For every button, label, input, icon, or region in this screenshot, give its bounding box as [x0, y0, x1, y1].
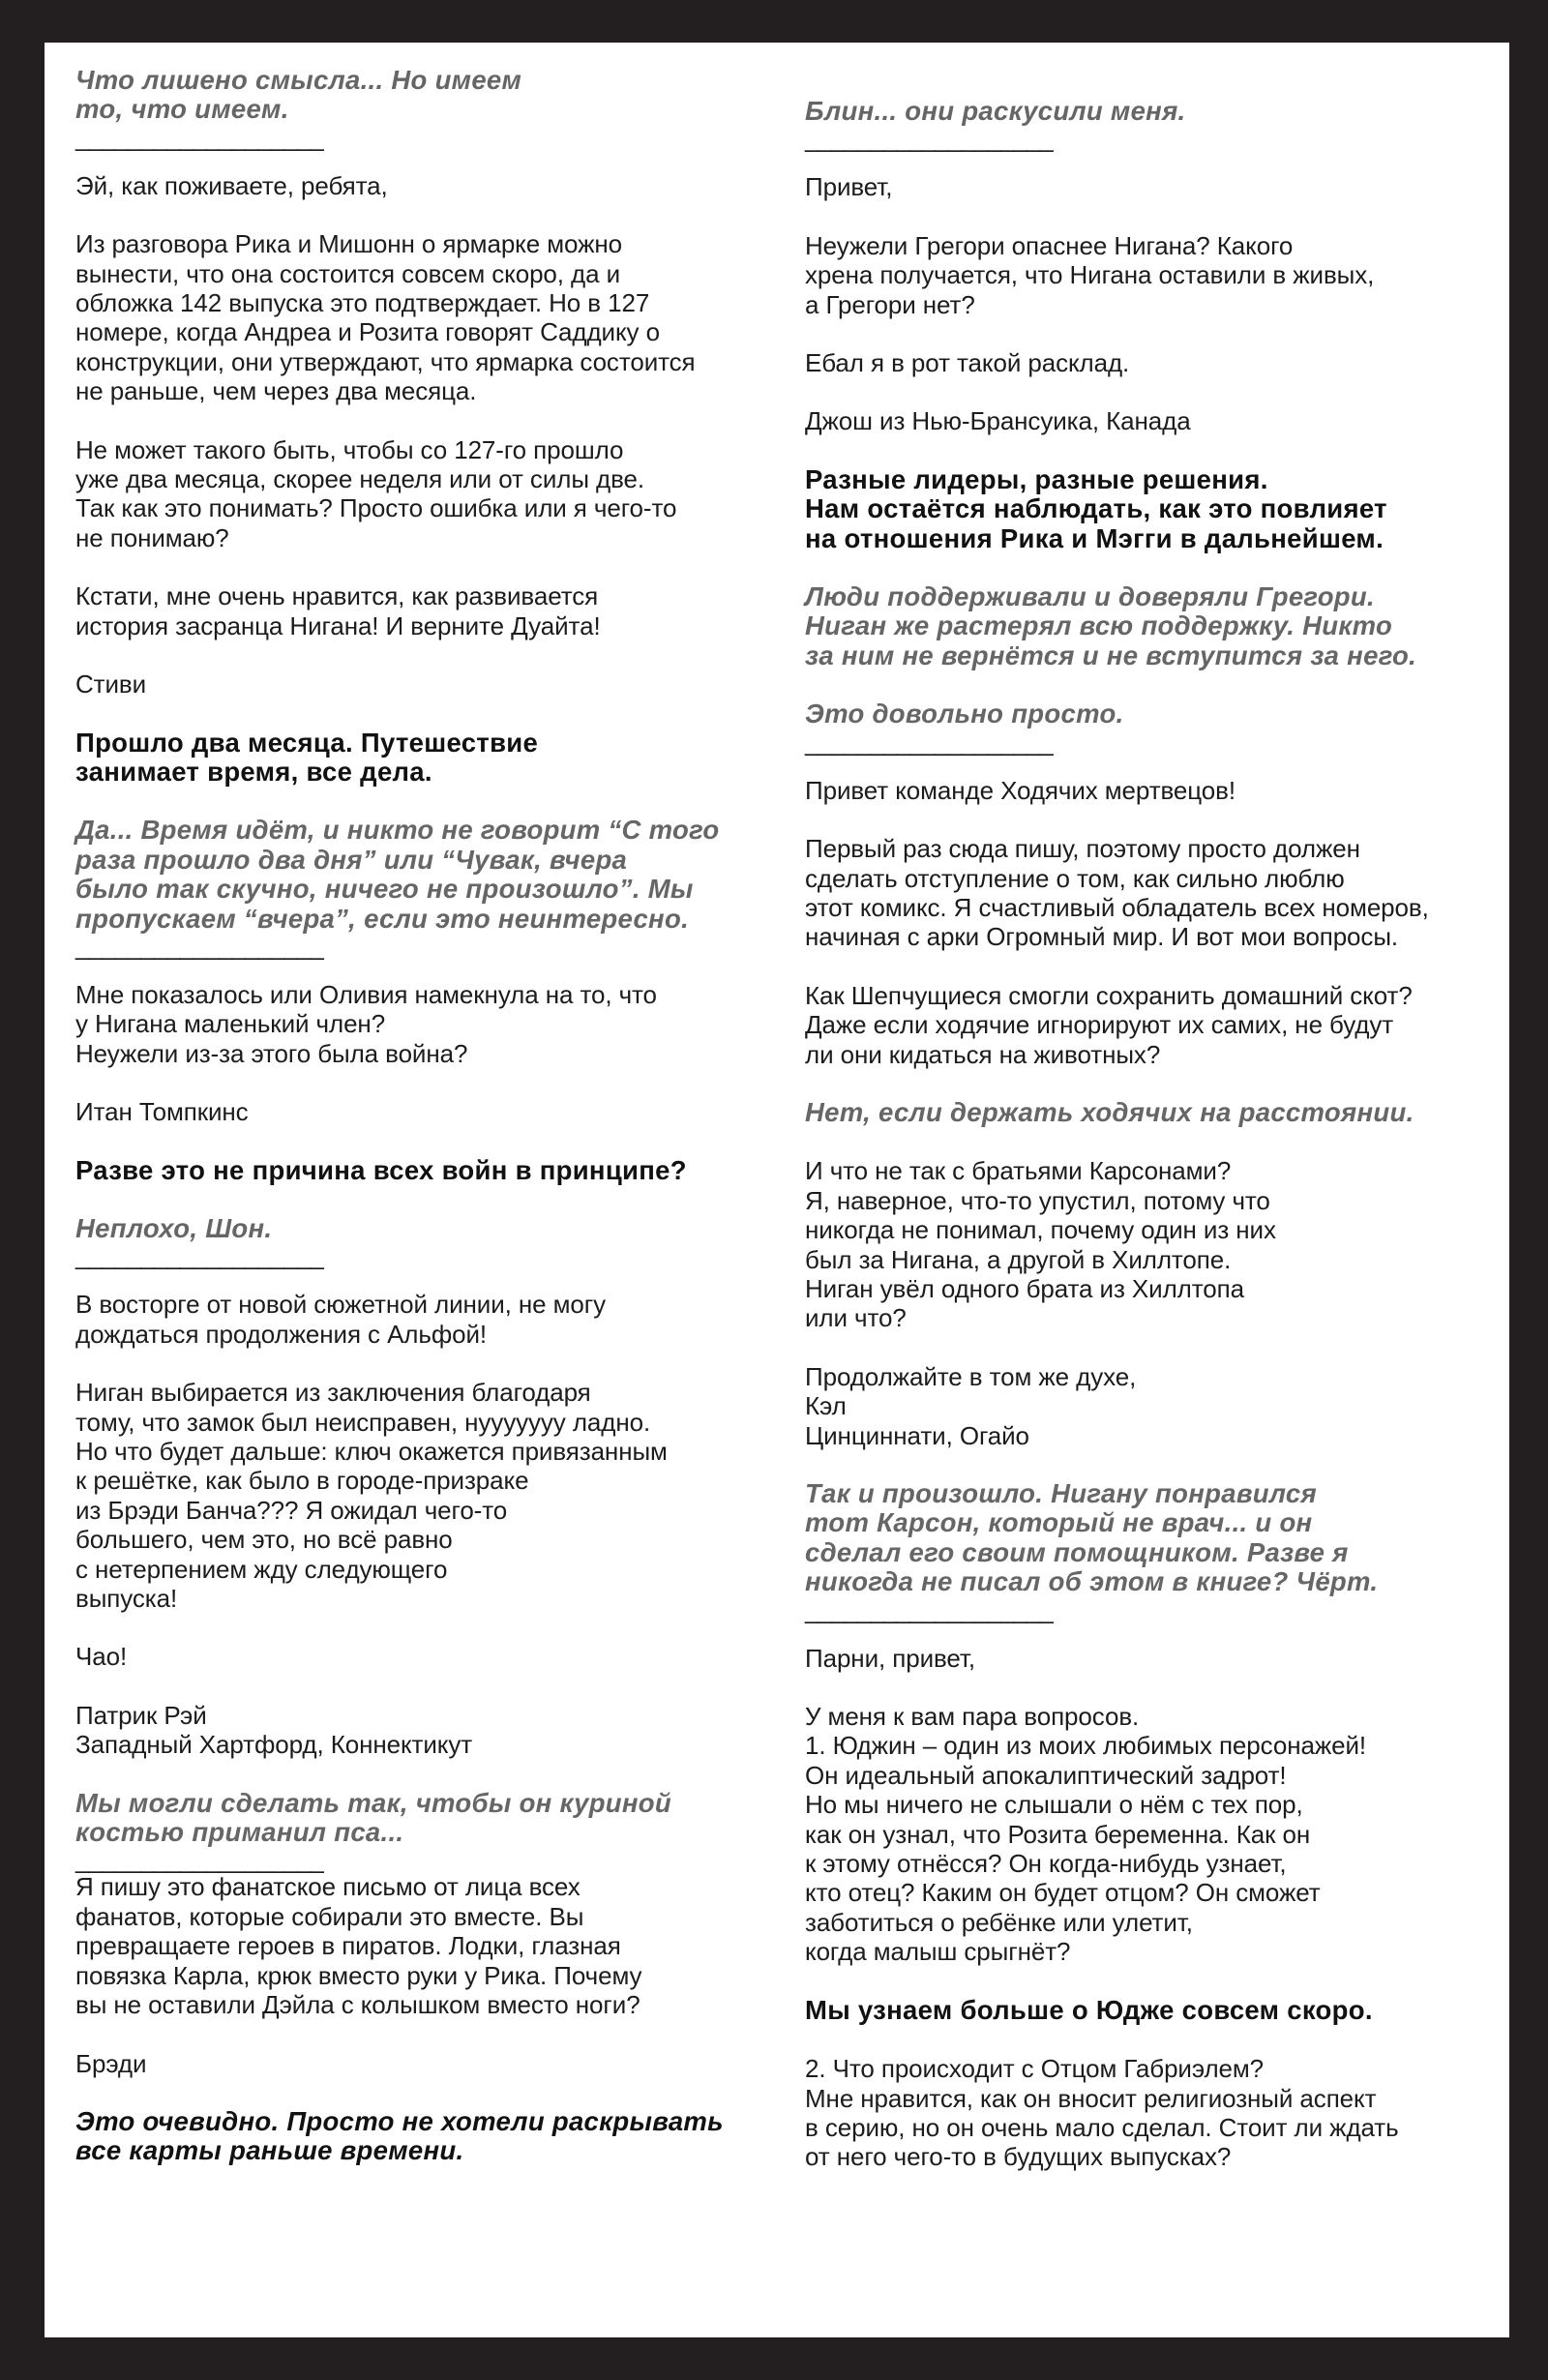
editor-reply: Да... Время идёт, и никто не говорит “С того раза прошло два дня” или “Чувак, вчера было так скучно, ничего не произошло”. Мы пропускаем “вчера”, если это неинтересно. [75, 815, 720, 934]
letter-separator: ___________________ [805, 1594, 1053, 1624]
letter-greeting: Парни, привет, [805, 1643, 975, 1673]
letter-paragraph: Ниган выбирается из заключения благодаря тому, что замок был неисправен, нууууууу ладно. Но что будет дальше: ключ окажется привязанным к решётке, как было в городе-призраке из Брэди Банча??? Я ожидал чего-то большего, чем это, но всё равно с нетерпением жду следующего выпуска! [75, 1378, 668, 1614]
letter-signature: Продолжайте в том же духе, Кэл Цинциннати, Огайо [805, 1361, 1137, 1450]
editor-reply: Блин... они раскусили меня. [805, 96, 1186, 126]
letter-paragraph: 2. Что происходит с Отцом Габриэлем? Мне нравится, как он вносит религиозный аспект в серию, но он очень мало сделал. Стоит ли ждать от него чего-то в будущих выпусках? [805, 2054, 1399, 2172]
letter-paragraph: Первый раз сюда пишу, поэтому просто должен сделать отступление о том, как сильно люблю этот комикс. Я счастливый обладатель всех номеров, начиная с арки Огромный мир. И вот мои вопросы. [805, 834, 1429, 952]
letter-paragraph: Как Шепчущиеся смогли сохранить домашний скот? Даже если ходячие игнорируют их самих, не будут ли они кидаться на животных? [805, 980, 1413, 1069]
letter-paragraph: В восторге от новой сюжетной линии, не могу дождаться продолжения с Альфой! [75, 1290, 607, 1349]
letter-greeting: Привет команде Ходячих мертвецов! [805, 775, 1235, 805]
editor-reply: Так и произошло. Нигану понравился тот Карсон, который не врач... и он сделал его своим помощником. Разве я никогда не писал об этом в книге? Чёрт. [805, 1478, 1379, 1597]
letter-separator: ___________________ [805, 727, 1053, 757]
editor-reply: Нет, если держать ходячих на расстоянии. [805, 1096, 1414, 1127]
letter-paragraph: Я пишу это фанатское письмо от лица всех фанатов, которые собирали это вместе. Вы превращаете героев в пиратов. Лодки, глазная повязка Карла, крюк вместо руки у Рика. Почему вы не оставили Дэйла с колышком вместо ноги? [75, 1872, 642, 2020]
left-column [75, 66, 772, 2166]
editor-reply: Разве это не причина всех войн в принципе? [75, 1154, 687, 1185]
editor-reply: Это довольно просто. [805, 699, 1124, 729]
letters-page [45, 43, 1509, 2337]
editor-reply: Что лишено смысла... Но имеем то, что имеем. [75, 65, 522, 125]
letter-paragraph: Мне показалось или Оливия намекнула на то, что у Нигана маленький член? Неужели из-за этого была война? [75, 979, 657, 1068]
letter-signature: Джош из Нью-Брансуика, Канада [805, 406, 1191, 436]
editor-reply: Люди поддерживали и доверяли Грегори. Ниган же растерял всю поддержку. Никто за ним не вернётся и не вступится за него. [805, 581, 1417, 670]
letter-paragraph: Ебал я в рот такой расклад. [805, 348, 1130, 378]
letter-paragraph: И что не так с братьями Карсонами? Я, наверное, что-то упустил, потому что никогда не понимал, почему один из них был за Нигана, а другой в Хиллтопе. Ниган увёл одного брата из Хиллтопа или что? [805, 1156, 1276, 1333]
letter-greeting: Эй, как поживаете, ребята, [75, 170, 388, 200]
editor-reply: Прошло два месяца. Путешествие занимает время, все дела. [75, 727, 539, 787]
letter-signature: Брэди [75, 2048, 147, 2078]
letter-paragraph: У меня к вам пара вопросов. 1. Юджин – один из моих любимых персонажей! Он идеальный апокалиптический задрот! Но мы ничего не слышали о нём с тех пор, как он узнал, что Розита беременна. Как он к этому отнёсся? Он когда-нибудь узнает, кто отец? Каким он будет отцом? Он сможет заботиться о ребёнке или улетит, когда малыш срыгнёт? [805, 1702, 1367, 1967]
editor-reply: Это очевидно. Просто не хотели раскрывать все карты раньше времени. [75, 2105, 724, 2166]
editor-reply: Неплохо, Шон. [75, 1212, 273, 1243]
letter-greeting: Привет, [805, 172, 893, 202]
letter-paragraph: Кстати, мне очень нравится, как развивается история засранца Нигана! И верните Дуайта! [75, 581, 601, 640]
letter-signature: Стиви [75, 669, 147, 699]
right-column [805, 97, 1502, 2172]
letter-paragraph: Чао! [75, 1642, 128, 1672]
letter-paragraph: Неужели Грегори опаснее Нигана? Какого хрена получается, что Нигана оставили в живых, а Грегори нет? [805, 230, 1375, 319]
letter-separator: ___________________ [75, 931, 323, 961]
editor-reply: Разные лидеры, разные решения. Нам остаётся наблюдать, как это повлияет на отношения Рика и Мэгги в дальнейшем. [805, 463, 1387, 553]
editor-reply: Мы могли сделать так, чтобы он куриной костью приманил пса... [75, 1787, 671, 1848]
letter-separator: ___________________ [75, 1241, 323, 1271]
letter-separator: ___________________ [75, 122, 323, 152]
letter-separator: ___________________ [75, 1845, 323, 1875]
letter-separator: ___________________ [805, 124, 1053, 154]
letter-signature: Итан Томпкинс [75, 1097, 249, 1127]
letter-paragraph: Из разговора Рика и Мишонн о ярмарке можно вынести, что она состоится совсем скоро, да и обложка 142 выпуска это подтверждает. Но в 127 номере, когда Андреа и Розита говорят Саддику о конструкции, они утверждают, что ярмарка состоится не раньше, чем через два месяца. [75, 229, 696, 406]
letter-signature: Патрик Рэй Западный Хартфорд, Коннектикут [75, 1700, 473, 1760]
letter-paragraph: Не может такого быть, чтобы со 127-го прошло уже два месяца, скорее неделя или от силы две. Так как это понимать? Просто ошибка или я чего-то не понимаю? [75, 434, 677, 552]
editor-reply: Мы узнаем больше о Юдже совсем скоро. [805, 1994, 1373, 2025]
